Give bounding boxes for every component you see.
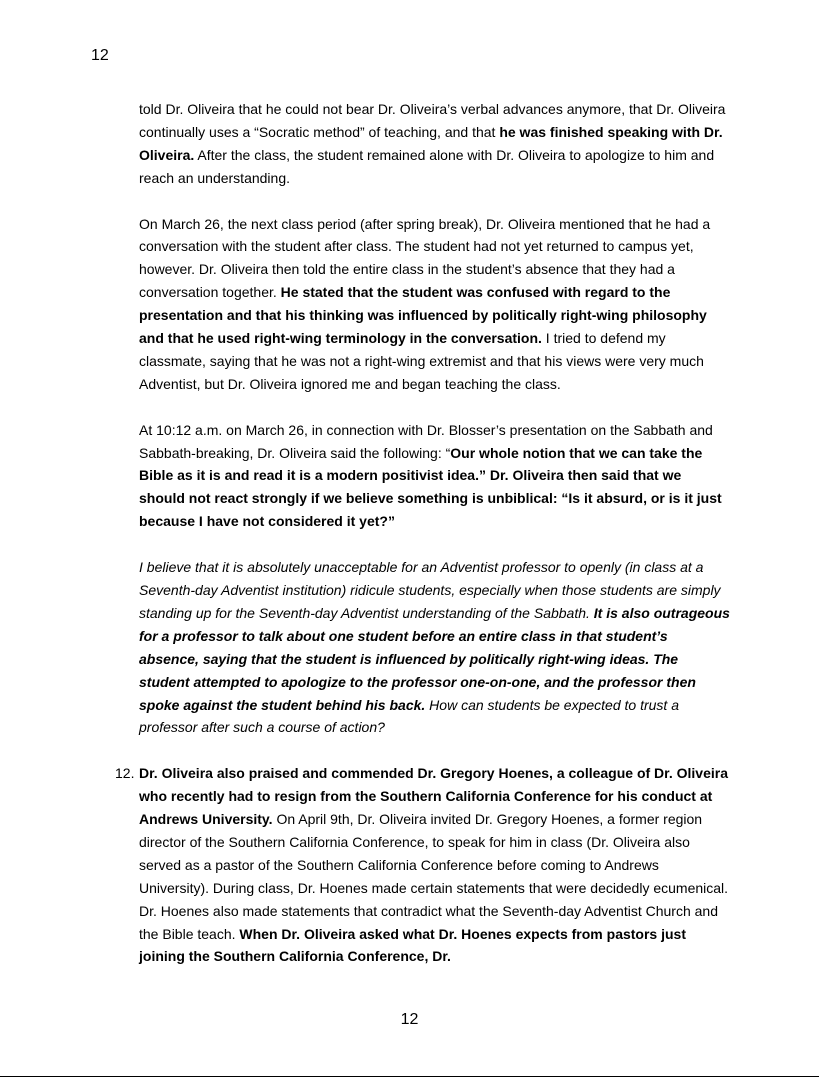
paragraph-bold-text: Dr. Oliveira also praised and commended Dr. Gregory Hoenes, a colleague of Dr. Oliveira who recently had to resign from the Southern California Conference for his conduct at Andrews University. (139, 765, 728, 828)
paragraph-bold-text: he was finished speaking with Dr. Oliveira. (139, 123, 723, 163)
paragraph-bold-text: It is also outrageous for a professor to talk about one student before an entire class in that student’s absence, saying that the student is influenced by politically right-wing ideas. The student attempted to apologize to the professor one-on-one, and the professor then spoke against the student behind his back. (139, 604, 730, 713)
paragraph-sabbath-quote (139, 419, 731, 534)
paragraph-text: After the class, the student remained alone with Dr. Oliveira to apologize to him and reach an understanding. (139, 146, 715, 186)
item-number: 12. (115, 765, 135, 782)
paragraph-text: told Dr. Oliveira that he could not bear Dr. Oliveira’s verbal advances anymore, that Dr. Oliveira continually uses a “Socratic method” of teaching, and that (139, 101, 726, 140)
paragraph-text: How can students be expected to trust a professor after such a course of action? (139, 696, 679, 736)
page-bottom-rule (0, 1076, 819, 1077)
document-body (115, 98, 731, 991)
paragraph-bold-text: Our whole notion that we can take the Bible as it is and read it is a modern positivist idea.” Dr. Oliveira then said that we should not react strongly if we believe something is unbiblical: “Is it absurd, or is it just because I have not considered it yet?” (139, 444, 722, 530)
paragraph-student-exchange (139, 98, 731, 190)
paragraph-bold-text: He stated that the student was confused with regard to the presentation and that his thinking was influenced by politically right-wing philosophy and that he used right-wing terminology in the conversation. (139, 284, 707, 347)
paragraph-commentary (139, 556, 731, 739)
paragraph-text: I tried to defend my classmate, saying that he was not a right-wing extremist and that his views were very much Adventist, but Dr. Oliveira ignored me and began teaching the class. (139, 330, 704, 392)
paragraph-text: On April 9th, Dr. Oliveira invited Dr. Gregory Hoenes, a former region director of the Southern California Conference, to speak for him in class (Dr. Oliveira also served as a pastor of the Southern California Conference before coming to Andrews University). During class, Dr. Hoenes made certain statements that were decidedly ecumenical. Dr. Hoenes also made statements that contradict what the Seventh-day Adventist Church and the Bible teach. (139, 811, 729, 942)
paragraph-text: At 10:12 a.m. on March 26, in connection with Dr. Blosser’s presentation on the Sabbath and Sabbath-breaking, Dr. Oliveira said the following: “ (139, 421, 713, 461)
page-number-bottom: 12 (400, 1011, 419, 1028)
paragraph-text: I believe that it is absolutely unacceptable for an Adventist professor to openly (in class at a Seventh-day Adventist institution) ridicule students, especially when those students are simply standing up for the Seventh-day Adventist understanding of the Sabbath. (139, 559, 721, 621)
page-number-top: 12 (91, 47, 109, 64)
paragraph-march-26 (139, 213, 731, 396)
paragraph-bold-text: When Dr. Oliveira asked what Dr. Hoenes expects from pastors just joining the Southern California Conference, Dr. (139, 925, 686, 965)
numbered-item-12 (115, 762, 731, 968)
paragraph-text: On March 26, the next class period (after spring break), Dr. Oliveira mentioned that he had a conversation with the student after class. The student had not yet returned to campus yet, however. Dr. Oliveira then told the entire class in the student’s absence that they had a conversation together. (139, 215, 711, 301)
